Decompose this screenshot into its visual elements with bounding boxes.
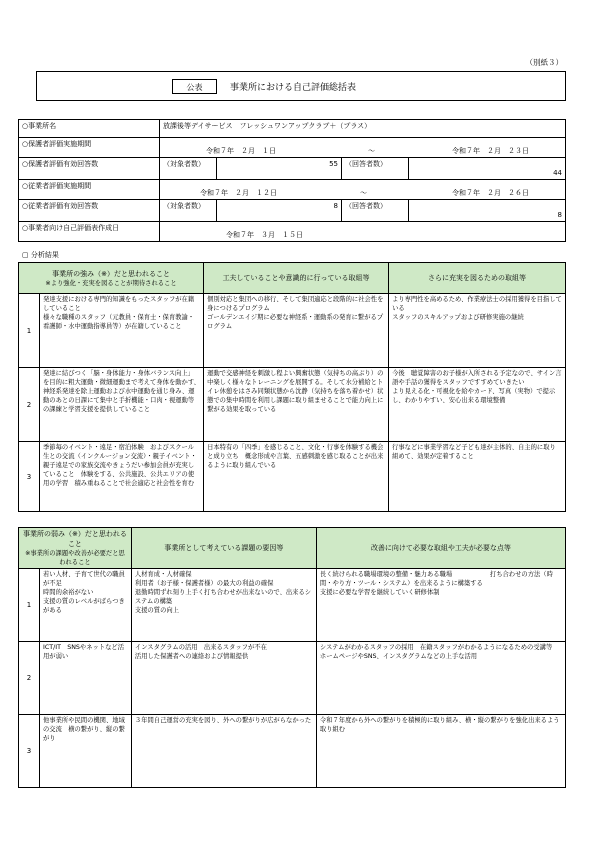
table-row (19, 294, 566, 368)
effort-cell: 個別対応と集団への移行、そして集団適応と段階的に社会性を身につけるプログラム ゴールデンエイジ期に必要な神経系・運動系の発育に繋がるプログラム (204, 294, 389, 368)
row-number: 1 (19, 294, 40, 368)
effort-cell: 運動で交感神経を刺激し程よい興奮状態（気持ちの高ぶり）の中楽しく様々なトレーニングを展開する。そして水分補給とトイレ休憩をはさみ同類状態から沈静（気持ちを落ち着かせ）状態での集中時間を利用し課題に取り組ませることで能力向上に繋がる効果を取っている (204, 368, 389, 442)
strength-cell: 季節毎のイベント・遠足・宿泊体験 およびスクール生との交流（インクルージョン交流）・親子イベント・親子遠足での家族交流やきょうだい参加会員が充実していること 体験をする、公共施設、公共エリアの使用の学習 積み重ねることで社会適応と社会性を育む (40, 442, 204, 512)
analysis-heading: ▢ 分析結果 (22, 251, 59, 259)
table-row (19, 442, 566, 512)
staff-target-label: （対象者数） (160, 200, 217, 222)
row-number: 2 (19, 368, 40, 442)
staff-resp-label: ○従業者評価有効回答数 (19, 200, 160, 222)
weaknesses-header-3: 改善に向けて必要な取組や工夫が必要な点等 (316, 528, 565, 569)
weakness-cell: 若い人材、子育て世代の職員が不足 時間的余裕がない 支援の質のレベルがばらつきがある (40, 569, 132, 642)
cause-cell: ３年間自己運営の充実を図り、外への繋がりが広がらなかった (131, 715, 316, 788)
staff-end: 令和７年 ２月 ２６日 (452, 189, 529, 197)
cause-cell: 人材育成・人材確保 利用者（お子様・保護者様）の最大の利益の確保 退勤時間ずれ刻り上手く打ち合わせが出来ないので、出来るシステムの構築 支援の質の向上 (131, 569, 316, 642)
guardian-start: 令和７年 ２月 １日 (206, 147, 276, 155)
weaknesses-header-sub: ※事業所の課題や改善が必要だと思われること (25, 550, 125, 566)
improve-cell: システムがわかるスタッフの採用 在籍スタッフがわかるようになるための受講等 ホームページやSNS、インスタグラムなどの上手な活用 (316, 642, 565, 715)
table-row (19, 569, 566, 642)
strengths-header-3: さらに充実を図るための取組等 (389, 263, 566, 294)
row-number: 3 (19, 442, 40, 512)
guardian-end: 令和７年 ２月 ２３日 (452, 147, 529, 155)
staff-start: 令和７年 ２月 １２日 (200, 189, 277, 197)
public-badge: 公表 (172, 79, 217, 94)
cause-cell: インスタグラムの活用 出来るスタッフが不在 活用した保護者への連絡および情報提供 (131, 642, 316, 715)
strengths-table (18, 262, 582, 512)
guardian-resp-label: ○保護者評価有効回答数 (19, 158, 160, 180)
staff-period-label: ○従業者評価実施期間 (19, 180, 160, 200)
improve-cell: 長く続けられる職場環境の整備・魅力ある職場 打ち合わせの方法（時間・やり方・ツール・システム）を出来るように構築する 支援に必要な学習を継続していく研修体制 (316, 569, 565, 642)
guardian-target: 55 (217, 158, 342, 180)
strength-cell: 発達支援における専門的知識をもったスタッフが在籍していること 様々な職種のスタッフ（元教員・保育士・保育教諭・看護師・水中運動指導員等）が在籍していること (40, 294, 204, 368)
staff-resp-label2: （回答者数） (342, 200, 409, 222)
page-title: 事業所における自己評価総括表 (230, 83, 357, 93)
table-row (19, 715, 566, 788)
improve-cell: 令和７年度から外への繋がりを積極的に取り組み、横・縦の繋がりを強化出来るよう取り組む (316, 715, 565, 788)
row-number: 2 (19, 642, 40, 715)
weakness-cell: 他事業所や民間の機関、地域の交流 横の繋がり、縦の繋がり (40, 715, 132, 788)
strengths-header-sub: ※より強化・充実を図ることが期待されること (45, 279, 177, 287)
row-number: 3 (19, 715, 40, 788)
strengths-header: 事業所の強み（※）だと思われること (52, 269, 170, 278)
strengths-header-2: 工夫していることや意識的に行っている取組等 (204, 263, 389, 294)
improve-cell: より専門性を高めるため、作業療法士の採用獲得を目指している スタッフのスキルアップおよび研修実施の継続 (389, 294, 566, 368)
guardian-period-label: ○保護者評価実施期間 (19, 138, 160, 158)
effort-cell: 日本特有の「四季」を感じること、文化・行事を体験する機会と成り立ち 概念形成や言葉、五感刺激を感じ取ることが出来るように取り組んでいる (204, 442, 389, 512)
tilde-2: ～ (360, 189, 367, 197)
weaknesses-header-2: 事業所として考えている課題の要因等 (131, 528, 316, 569)
improve-cell: 行事などに事業学習など子ども達が主体的、自主的に取り組めて、効果が定着すること (389, 442, 566, 512)
staff-target: 8 (217, 200, 342, 222)
guardian-resp-label2: （回答者数） (342, 158, 409, 180)
staff-resp: 8 (409, 200, 566, 222)
office-name-label: ○事業所名 (19, 120, 160, 138)
created-label: ○事業者向け自己評価表作成日 (19, 222, 160, 242)
guardian-resp: 44 (409, 158, 566, 180)
weaknesses-table (18, 527, 566, 788)
improve-cell: 今後 聴覚障害のお子様が入所される予定なので、サイン言語や手話の獲得をスタッフですすめていきたい より見える化・可視化を給やカード、写真（実物）で提示し、わかりやすい、安心出来る環境整備 (389, 368, 566, 442)
strength-cell: 発達に結びつく「脳・身体能力・身体バランス向上」を目的に粗大運動・微細運動まで考えて身体を動かす、神経系発達を除上運動および水中運動を通じ身み、運動のあとの日課にて集中と手折機能・口肉・視運動等の課練と学習支援を提供していること (40, 368, 204, 442)
row-number: 1 (19, 569, 40, 642)
annex-label: （別紙３） (525, 58, 563, 67)
tilde: ～ (368, 147, 375, 155)
info-table (18, 119, 566, 242)
table-row (19, 368, 566, 442)
guardian-target-label: （対象者数） (160, 158, 217, 180)
weaknesses-header: 事業所の弱み（※）だと思われること (23, 530, 127, 548)
weakness-cell: ICT/IT SNSやネットなど活用が弱い (40, 642, 132, 715)
office-name: 放課後等デイサービス フレッシュワンアップクラブ＋（プラス） (160, 120, 566, 138)
created-date: 令和７年 ３月 １５日 (160, 222, 566, 242)
table-row (19, 642, 566, 715)
